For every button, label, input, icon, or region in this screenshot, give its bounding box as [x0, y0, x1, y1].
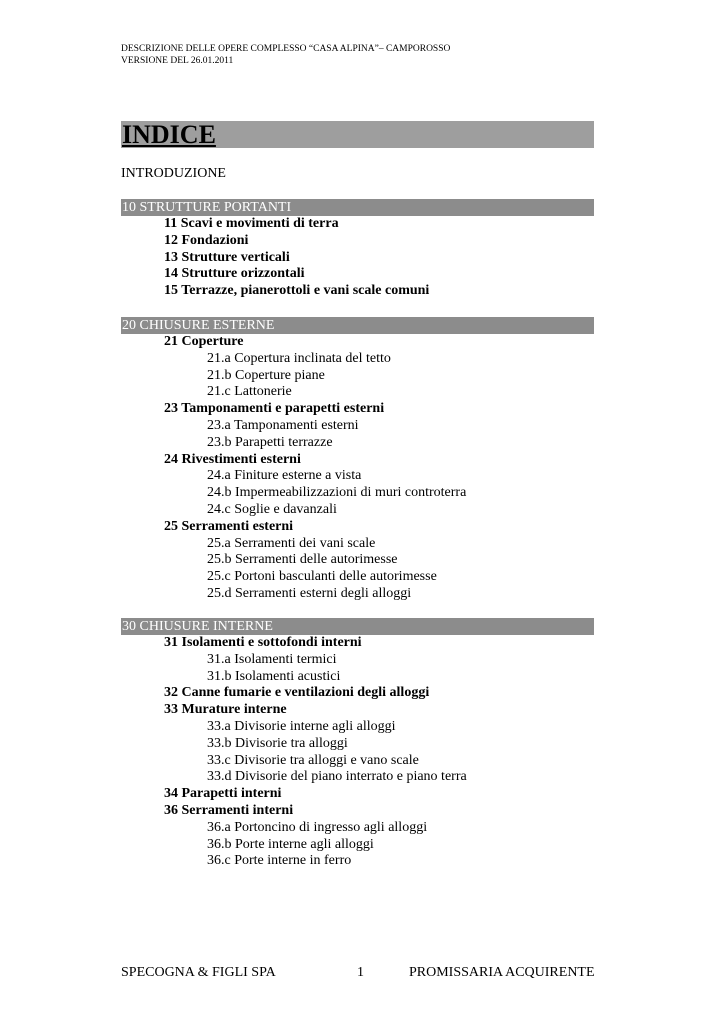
toc-item: 33 Murature interne [164, 702, 287, 718]
toc-item: 15 Terrazze, pianerottoli e vani scale comuni [164, 283, 430, 299]
toc-subitem: 25.d Serramenti esterni degli alloggi [207, 585, 412, 601]
toc-subitem: 33.c Divisorie tra alloggi e vano scale [207, 752, 419, 768]
toc-section-10 [121, 199, 594, 300]
toc-subitem: 36.a Portoncino di ingresso agli alloggi [207, 819, 428, 835]
toc-section-20 [121, 317, 594, 603]
toc-subitem: 25.b Serramenti delle autorimesse [207, 552, 398, 568]
toc-introduction: INTRODUZIONE [121, 166, 226, 181]
toc-subitem: 21.b Coperture piane [207, 367, 325, 383]
toc-subitem: 23.a Tamponamenti esterni [207, 417, 359, 433]
toc-item: 21 Coperture [164, 334, 244, 349]
index-title: INDICE [122, 120, 216, 149]
toc-subitem: 24.c Soglie e davanzali [207, 501, 337, 517]
toc-subitem: 24.a Finiture esterne a vista [207, 468, 362, 484]
toc-subitem: 31.a Isolamenti termici [207, 651, 337, 667]
toc-item: 34 Parapetti interni [164, 786, 282, 802]
index-title-bar [121, 121, 594, 148]
toc-subitem: 33.b Divisorie tra alloggi [207, 735, 348, 751]
toc-subitem: 25.a Serramenti dei vani scale [207, 535, 376, 551]
header-title: DESCRIZIONE DELLE OPERE COMPLESSO “CASA ALPINA”– CAMPOROSSO [121, 44, 451, 54]
toc-subitem: 36.c Porte interne in ferro [207, 853, 352, 869]
toc-subitem: 25.c Portoni basculanti delle autorimesse [207, 569, 437, 585]
toc-subitem: 21.a Copertura inclinata del tetto [207, 350, 391, 366]
section-heading: 30 CHIUSURE INTERNE [121, 618, 594, 635]
section-heading: 10 STRUTTURE PORTANTI [121, 199, 594, 216]
toc-item: 31 Isolamenti e sottofondi interni [164, 635, 362, 650]
toc-item: 23 Tamponamenti e parapetti esterni [164, 401, 385, 417]
document-header [121, 43, 450, 67]
toc-subitem: 33.a Divisorie interne agli alloggi [207, 718, 396, 734]
toc-item: 14 Strutture orizzontali [164, 266, 305, 282]
toc-subitem: 31.b Isolamenti acustici [207, 668, 341, 684]
toc-item: 25 Serramenti esterni [164, 518, 294, 534]
footer-page-number: 1 [357, 965, 364, 980]
toc-item: 13 Strutture verticali [164, 249, 290, 265]
section-heading: 20 CHIUSURE ESTERNE [121, 317, 594, 334]
toc-subitem: 24.b Impermeabilizzazioni di muri controterra [207, 485, 467, 501]
toc-subitem: 36.b Porte interne agli alloggi [207, 836, 374, 852]
toc-subitem: 33.d Divisorie del piano interrato e piano terra [207, 769, 467, 785]
toc-item: 36 Serramenti interni [164, 802, 294, 818]
footer-buyer: PROMISSARIA ACQUIRENTE [409, 965, 595, 980]
header-version: VERSIONE DEL 26.01.2011 [121, 56, 234, 66]
toc-item: 32 Canne fumarie e ventilazioni degli alloggi [164, 685, 430, 701]
toc-section-30 [121, 618, 594, 870]
toc-item: 24 Rivestimenti esterni [164, 451, 301, 467]
toc-subitem: 21.c Lattonerie [207, 384, 292, 400]
toc-item: 12 Fondazioni [164, 232, 249, 248]
toc-subitem: 23.b Parapetti terrazze [207, 434, 333, 450]
footer-company: SPECOGNA & FIGLI SPA [121, 965, 276, 980]
toc-item: 11 Scavi e movimenti di terra [164, 216, 339, 231]
